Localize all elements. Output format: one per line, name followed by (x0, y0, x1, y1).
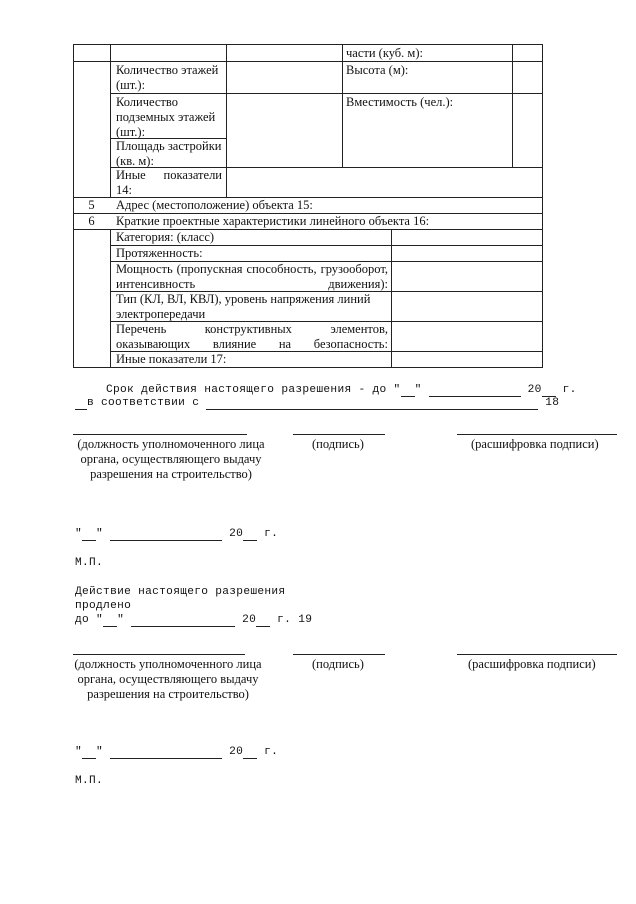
extension-day-field[interactable] (103, 615, 117, 627)
capacity-throughput-label: Мощность (пропускная способность, грузооборот, интенсивность движения): (116, 262, 388, 291)
signature-decode-caption-2: (расшифровка подписи) (468, 657, 596, 671)
validity-footnote-18: 18 (545, 397, 560, 409)
signature-date-1 (75, 527, 278, 541)
extension-month-field[interactable] (131, 615, 235, 627)
extension-line-3 (75, 613, 312, 627)
signature-caption: (подпись) (312, 437, 364, 451)
validity-quote-close: " (414, 384, 422, 396)
official-position-caption-2: (должность уполномоченного лица органа, осуществляющего выдачу разрешения на строительство) (74, 657, 262, 701)
capacity-label: Вместимость (чел.): (346, 95, 454, 109)
date-year-prefix: 20 (229, 528, 244, 540)
structural-elements-label: Перечень конструктивных элементов, оказывающих влияние на безопасность: (116, 322, 388, 351)
validity-year-prefix: 20 (527, 384, 542, 396)
date-year-prefix-2: 20 (229, 746, 244, 758)
validity-line-2 (75, 396, 559, 410)
extension-quote-close: " (117, 614, 125, 626)
underground-floors-label: Количество подземных этажей (шт.): (116, 95, 216, 139)
stamp-place-2: М.П. (75, 775, 104, 787)
official-position-caption: (должность уполномоченного лица органа, осуществляющего выдачу разрешения на строительство) (77, 437, 265, 481)
date-year-suffix-2: г. (264, 746, 279, 758)
power-line-type-label: Тип (КЛ, ВЛ, КВЛ), уровень напряжения линий электропередачи (116, 292, 371, 321)
signature-caption-2: (подпись) (312, 657, 364, 671)
validity-prefix-text: Срок действия настоящего разрешения - до " (106, 384, 401, 396)
date-quote-open-2: " (75, 746, 83, 758)
height-label: Высота (м): (346, 63, 409, 77)
date-quote-open: " (75, 528, 83, 540)
date-year-suffix: г. (264, 528, 279, 540)
building-area-label: Площадь застройки (кв. м): (116, 139, 222, 168)
signature-decode-caption: (расшифровка подписи) (471, 437, 599, 451)
date-year-field[interactable] (243, 529, 257, 541)
signature-date-2 (75, 745, 278, 759)
extension-line-2: продлено (75, 600, 132, 612)
validity-basis-text: в соответствии с (87, 397, 200, 409)
date-day-field-2[interactable] (82, 747, 96, 759)
date-quote-close: " (96, 528, 104, 540)
length-label: Протяженность: (116, 246, 203, 260)
validity-line-1 (106, 383, 577, 397)
other-indicators-17-label: Иные показатели 17: (116, 352, 227, 366)
extension-year-field[interactable] (256, 615, 270, 627)
row-number-6: 6 (88, 214, 95, 228)
date-day-field[interactable] (82, 529, 96, 541)
date-month-field-2[interactable] (110, 747, 222, 759)
date-quote-close-2: " (96, 746, 104, 758)
extension-year-suffix: г. 19 (277, 614, 313, 626)
category-label: Категория: (класс) (116, 230, 215, 244)
validity-basis-field[interactable] (206, 398, 538, 410)
extension-line-1: Действие настоящего разрешения (75, 586, 286, 598)
validity-year-suffix: г. (562, 384, 577, 396)
address-label: Адрес (местоположение) объекта 15: (116, 198, 313, 212)
linear-object-characteristics-label: Краткие проектные характеристики линейного объекта 16: (116, 214, 430, 228)
extension-until-text: до " (75, 614, 104, 626)
other-indicators-label: Иные показатели 14: (116, 168, 222, 197)
date-year-field-2[interactable] (243, 747, 257, 759)
date-month-field[interactable] (110, 529, 222, 541)
row-number-5: 5 (88, 198, 95, 212)
extension-year-prefix: 20 (242, 614, 257, 626)
stamp-place-1: М.П. (75, 557, 104, 569)
floors-count-label: Количество этажей (шт.): (116, 63, 219, 92)
volume-label-continued: части (куб. м): (346, 46, 423, 60)
validity-leading-field[interactable] (75, 398, 87, 410)
